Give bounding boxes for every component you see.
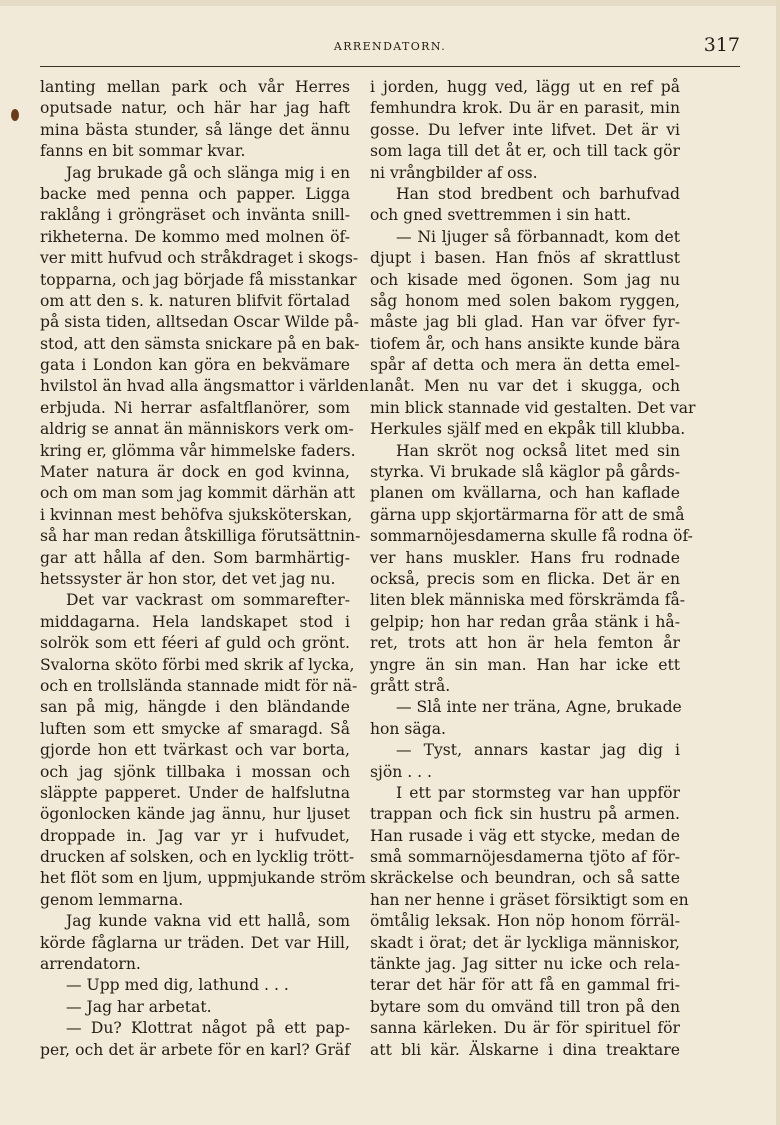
page-number: 317 bbox=[703, 34, 740, 56]
text-line: och gned svettremmen i sin hatt. bbox=[370, 206, 632, 225]
text-line: erbjuda. Ni herrar asfaltflanörer, som bbox=[40, 398, 350, 417]
text-line: körde fåglarna ur träden. Det var Hill, bbox=[40, 933, 350, 952]
text-line: — Upp med dig, lathund . . . bbox=[66, 976, 289, 995]
text-line: som laga till det åt er, och till tack gör bbox=[370, 142, 680, 161]
text-line: Han skröt nog också litet med sin bbox=[396, 441, 680, 460]
text-line: Herkules själf med en ekpåk till klubba. bbox=[370, 420, 686, 439]
right-text-column bbox=[370, 77, 696, 1061]
text-line: hon säga. bbox=[370, 719, 446, 738]
text-line: kring er, glömma vår himmelske faders. bbox=[40, 441, 356, 460]
text-line: liten blek människa med förskrämda få- bbox=[370, 591, 686, 610]
text-line: Mater natura är dock en god kvinna, bbox=[40, 463, 350, 482]
text-line: per, och det är arbete för en karl? Gräf bbox=[40, 1040, 350, 1059]
text-line: min blick stannade vid gestalten. Det var bbox=[370, 398, 696, 417]
text-line: backe med penna och papper. Ligga bbox=[40, 184, 350, 203]
text-line: ni vrångbilder af oss. bbox=[370, 163, 538, 182]
page-top-edge bbox=[0, 0, 780, 6]
text-line: Han rusade i väg ett stycke, medan de bbox=[370, 826, 680, 845]
text-line: Jag kunde vakna vid ett hallå, som bbox=[66, 912, 350, 931]
text-line: om att den s. k. naturen blifvit förtalad bbox=[40, 291, 350, 310]
text-line: I ett par stormsteg var han uppför bbox=[396, 783, 680, 802]
text-line: fanns en bit sommar kvar. bbox=[40, 142, 246, 161]
text-line: droppade in. Jag var yr i hufvudet, bbox=[40, 826, 350, 845]
text-line: tänkte jag. Jag sitter nu icke och rela- bbox=[370, 955, 680, 974]
text-line: måste jag bli glad. Han var öfver fyr- bbox=[370, 313, 680, 332]
text-line: trappan och fick sin hustru på armen. bbox=[370, 805, 680, 824]
text-line: sommarnöjesdamerna skulle få rodna öf- bbox=[370, 527, 693, 546]
text-line: het flöt som en ljum, uppmjukande ström bbox=[40, 869, 366, 888]
text-line: aldrig se annat än människors verk om- bbox=[40, 420, 354, 439]
text-line: middagarna. Hela landskapet stod i bbox=[40, 612, 350, 631]
ink-stain bbox=[11, 109, 19, 121]
text-line: och kisade med ögonen. Som jag nu bbox=[370, 270, 680, 289]
text-line: ögonlocken kände jag ännu, hur ljuset bbox=[40, 805, 350, 824]
text-line: — Ni ljuger så förbannadt, kom det bbox=[396, 227, 680, 246]
text-line: i kvinnan mest behöfva sjuksköterskan, bbox=[40, 505, 353, 524]
text-line: ver mitt hufvud och stråkdraget i skogs- bbox=[40, 249, 359, 268]
text-line: på sista tiden, alltsedan Oscar Wilde på- bbox=[40, 313, 359, 332]
text-line: — Du? Klottrat något på ett pap- bbox=[66, 1019, 350, 1038]
text-line: styrka. Vi brukade slå käglor på gårds- bbox=[370, 463, 680, 482]
text-line: solrök som ett féeri af guld och grönt. bbox=[40, 634, 350, 653]
text-line: gärna upp skjortärmarna för att de små bbox=[370, 505, 685, 524]
text-line: Det var vackrast om sommarefter- bbox=[66, 591, 350, 610]
text-line: också, precis som en flicka. Det är en bbox=[370, 569, 680, 588]
text-line: Svalorna sköto förbi med skrik af lycka, bbox=[40, 655, 355, 674]
text-line: lanting mellan park och vår Herres bbox=[40, 78, 350, 96]
page-header bbox=[40, 32, 740, 67]
text-line: terar det här för att få en gammal fri- bbox=[370, 976, 680, 995]
text-line: — Slå inte ner träna, Agne, brukade bbox=[396, 698, 682, 717]
text-line: san på mig, hängde i den bländande bbox=[40, 698, 350, 717]
text-line: genom lemmarna. bbox=[40, 890, 184, 909]
left-text-column bbox=[40, 77, 369, 1061]
text-line: skräckelse och beundran, och så satte bbox=[370, 869, 680, 888]
text-line: topparna, och jag började få misstankar bbox=[40, 270, 357, 289]
text-line: bytare som du omvänd till tron på den bbox=[370, 997, 680, 1016]
text-line: så har man redan åtskilliga förutsättnin- bbox=[40, 527, 361, 546]
text-line: hetssyster är hon stor, det vet jag nu. bbox=[40, 569, 336, 588]
text-line: djupt i basen. Han fnös af skrattlust bbox=[370, 249, 680, 268]
text-line: mina bästa stunder, så länge det ännu bbox=[40, 120, 350, 139]
text-line: — Jag har arbetat. bbox=[66, 997, 212, 1016]
text-line: yngre än sin man. Han har icke ett bbox=[370, 655, 680, 674]
text-line: han ner henne i gräset försiktigt som en bbox=[370, 890, 689, 909]
text-line: tiofem år, och hans ansikte kunde bära bbox=[370, 334, 680, 353]
text-line: lanåt. Men nu var det i skugga, och bbox=[370, 377, 680, 396]
text-line: sjön . . . bbox=[370, 762, 433, 781]
text-line: och om man som jag kommit därhän att bbox=[40, 484, 356, 503]
text-line: Han stod bredbent och barhufvad bbox=[396, 184, 680, 203]
text-line: gjorde hon ett tvärkast och var borta, bbox=[40, 741, 350, 760]
text-line: stod, att den sämsta snickare på en bak- bbox=[40, 334, 360, 353]
text-line: drucken af solsken, och en lycklig trött- bbox=[40, 848, 355, 867]
text-line: arrendatorn. bbox=[40, 955, 141, 974]
text-line: planen om kvällarna, och han kaflade bbox=[370, 484, 680, 503]
running-title: ARRENDATORN. bbox=[333, 40, 447, 53]
text-line: rikheterna. De kommo med molnen öf- bbox=[40, 227, 350, 246]
text-line: små sommarnöjesdamerna tjöto af för- bbox=[370, 848, 680, 867]
text-line: såg honom med solen bakom ryggen, bbox=[370, 291, 680, 310]
text-line: att bli kär. Älskarne i dina treaktare bbox=[370, 1040, 680, 1059]
text-line: luften som ett smycke af smaragd. Så bbox=[40, 719, 350, 738]
text-line: ret, trots att hon är hela femton år bbox=[370, 634, 680, 653]
text-line: gosse. Du lefver inte lifvet. Det är vi bbox=[370, 120, 680, 139]
text-line: — Tyst, annars kastar jag dig i bbox=[396, 741, 680, 760]
text-line: sanna kärleken. Du är för spirituel för bbox=[370, 1019, 680, 1038]
text-line: gar att hålla af den. Som barmhärtig- bbox=[40, 548, 350, 567]
text-line: i jorden, hugg ved, lägg ut en ref på bbox=[370, 78, 680, 96]
text-line: Jag brukade gå och slänga mig i en bbox=[66, 163, 350, 182]
text-line: hvilstol än hvad alla ängsmattor i världen bbox=[40, 377, 369, 396]
text-line: gelpip; hon har redan gråa stänk i hå- bbox=[370, 612, 680, 631]
text-line: och jag sjönk tillbaka i mossan och bbox=[40, 762, 350, 781]
text-line: raklång i gröngräset och invänta snill- bbox=[40, 206, 350, 225]
text-line: ver hans muskler. Hans fru rodnade bbox=[370, 548, 680, 567]
text-line: grått strå. bbox=[370, 676, 451, 695]
text-line: oputsade natur, och här har jag haft bbox=[40, 99, 350, 118]
text-line: skadt i örat; det är lyckliga människor, bbox=[370, 933, 680, 952]
text-line: och en trollslända stannade midt för nä- bbox=[40, 676, 358, 695]
text-line: släppte papperet. Under de halfslutna bbox=[40, 783, 350, 802]
text-line: femhundra krok. Du är en parasit, min bbox=[370, 99, 680, 118]
page-right-edge bbox=[776, 0, 780, 1125]
text-line: ömtålig leksak. Hon nöp honom förräl- bbox=[370, 912, 680, 931]
text-line: gata i London kan göra en bekvämare bbox=[40, 356, 350, 375]
text-line: spår af detta och mera än detta emel- bbox=[370, 356, 680, 375]
